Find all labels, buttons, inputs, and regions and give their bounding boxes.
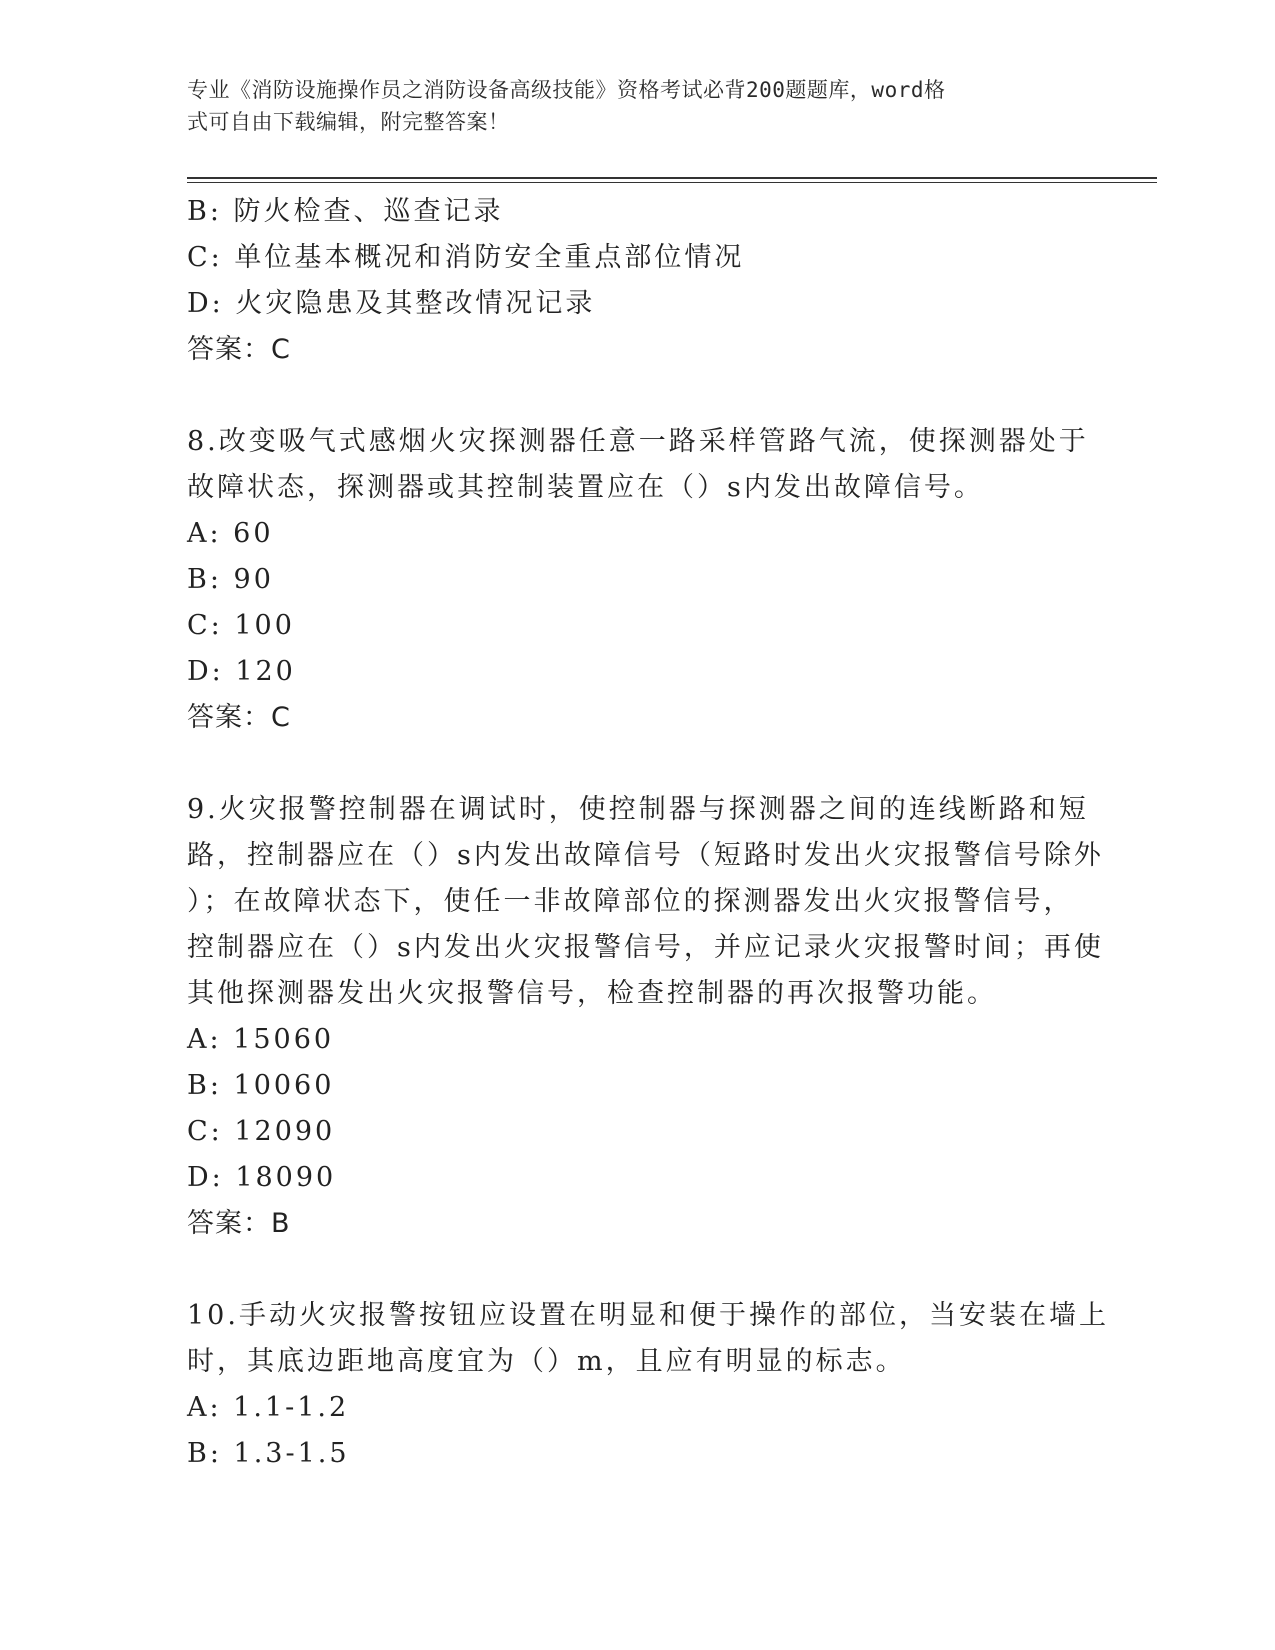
question-7 (187, 189, 1087, 373)
question-8 (187, 419, 1087, 741)
question-10 (187, 1293, 1109, 1477)
stem-line: 8.改变吸气式感烟火灾探测器任意一路采样管路气流，使探测器处于 (187, 426, 1089, 457)
question-stem (187, 419, 1087, 511)
option-b: B: 1.3-1.5 (187, 1438, 350, 1469)
answer-label: 答案：C (187, 702, 291, 733)
option-a: A: 60 (187, 518, 274, 549)
option-d: D: 120 (187, 656, 296, 687)
question-list (187, 189, 1109, 1477)
option-c: C: 单位基本概况和消防安全重点部位情况 (187, 242, 745, 273)
question-stem (187, 1293, 1109, 1385)
stem-line: 其他探测器发出火灾报警信号，检查控制器的再次报警功能。 (187, 978, 997, 1009)
option-b: B: 防火检查、巡查记录 (187, 196, 504, 227)
answer-label: 答案：C (187, 334, 291, 365)
stem-line: 控制器应在（）s内发出火灾报警信号，并应记录火灾报警时间；再使 (187, 932, 1104, 963)
option-b: B: 10060 (187, 1070, 335, 1101)
spacer (187, 373, 1087, 419)
option-a: A: 15060 (187, 1024, 335, 1055)
option-c: C: 100 (187, 610, 295, 641)
stem-line: 9.火灾报警控制器在调试时，使控制器与探测器之间的连线断路和短 (187, 794, 1089, 825)
spacer (187, 741, 1087, 787)
header-divider-thick (187, 177, 1157, 179)
header-line-2: 式可自由下载编辑，附完整答案！ (187, 110, 510, 134)
question-stem (187, 787, 1104, 1017)
stem-line: 10.手动火灾报警按钮应设置在明显和便于操作的部位，当安装在墙上 (187, 1300, 1109, 1331)
stem-line: 故障状态，探测器或其控制装置应在（）s内发出故障信号。 (187, 472, 984, 503)
stem-line: ）；在故障状态下，使任一非故障部位的探测器发出火灾报警信号， (187, 886, 1074, 917)
stem-line: 时，其底边距地高度宜为（）m，且应有明显的标志。 (187, 1346, 906, 1377)
option-b: B: 90 (187, 564, 274, 595)
option-d: D: 火灾隐患及其整改情况记录 (187, 288, 596, 319)
answer-label: 答案：B (187, 1208, 291, 1239)
option-d: D: 18090 (187, 1162, 337, 1193)
question-9 (187, 787, 1104, 1247)
stem-line: 路，控制器应在（）s内发出故障信号（短路时发出火灾报警信号除外 (187, 840, 1104, 871)
header-line-1: 专业《消防设施操作员之消防设备高级技能》资格考试必背200题题库，word格 (187, 78, 946, 102)
header-divider-thin (187, 182, 1157, 183)
option-c: C: 12090 (187, 1116, 336, 1147)
document-header (187, 74, 1067, 138)
option-a: A: 1.1-1.2 (187, 1392, 350, 1423)
spacer (187, 1247, 1087, 1293)
